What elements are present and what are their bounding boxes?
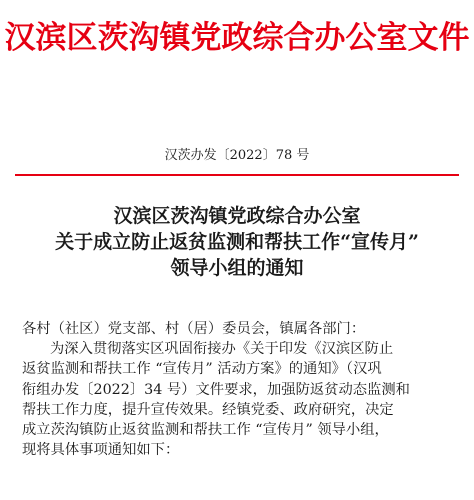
red-separator-line — [15, 174, 459, 176]
paragraph-line-4: 帮扶工作力度，提升宣传效果。经镇党委、政府研究，决定 — [22, 401, 394, 418]
paragraph-line-2: 返贫监测和帮扶工作 “宣传月” 活动方案》的通知》（汉巩 — [22, 361, 382, 378]
paragraph-line-3: 衔组办发〔2022〕34 号）文件要求，加强防返贫动态监测和 — [22, 381, 410, 398]
paragraph-line-1: 为深入贯彻落实区巩固衔接办《关于印发《汉滨区防止 — [50, 341, 394, 358]
document-title — [0, 203, 474, 281]
title-line-2: 关于成立防止返贫监测和帮扶工作“宣传月” — [55, 231, 419, 253]
paragraph-line-5: 成立茨沟镇防止返贫监测和帮扶工作 “宣传月” 领导小组， — [22, 422, 389, 439]
title-line-3: 领导小组的通知 — [170, 257, 304, 279]
document-body — [22, 319, 454, 460]
salutation: 各村（社区）党支部、村（居）委员会，镇属各部门： — [22, 321, 366, 337]
document-number: 汉茨办发〔2022〕78 号 — [164, 148, 310, 163]
red-header-banner: 汉滨区茨沟镇党政综合办公室文件 — [4, 20, 470, 56]
title-line-1: 汉滨区茨沟镇党政综合办公室 — [113, 205, 361, 227]
paragraph-line-6: 现将具体事项通知如下： — [22, 442, 180, 459]
